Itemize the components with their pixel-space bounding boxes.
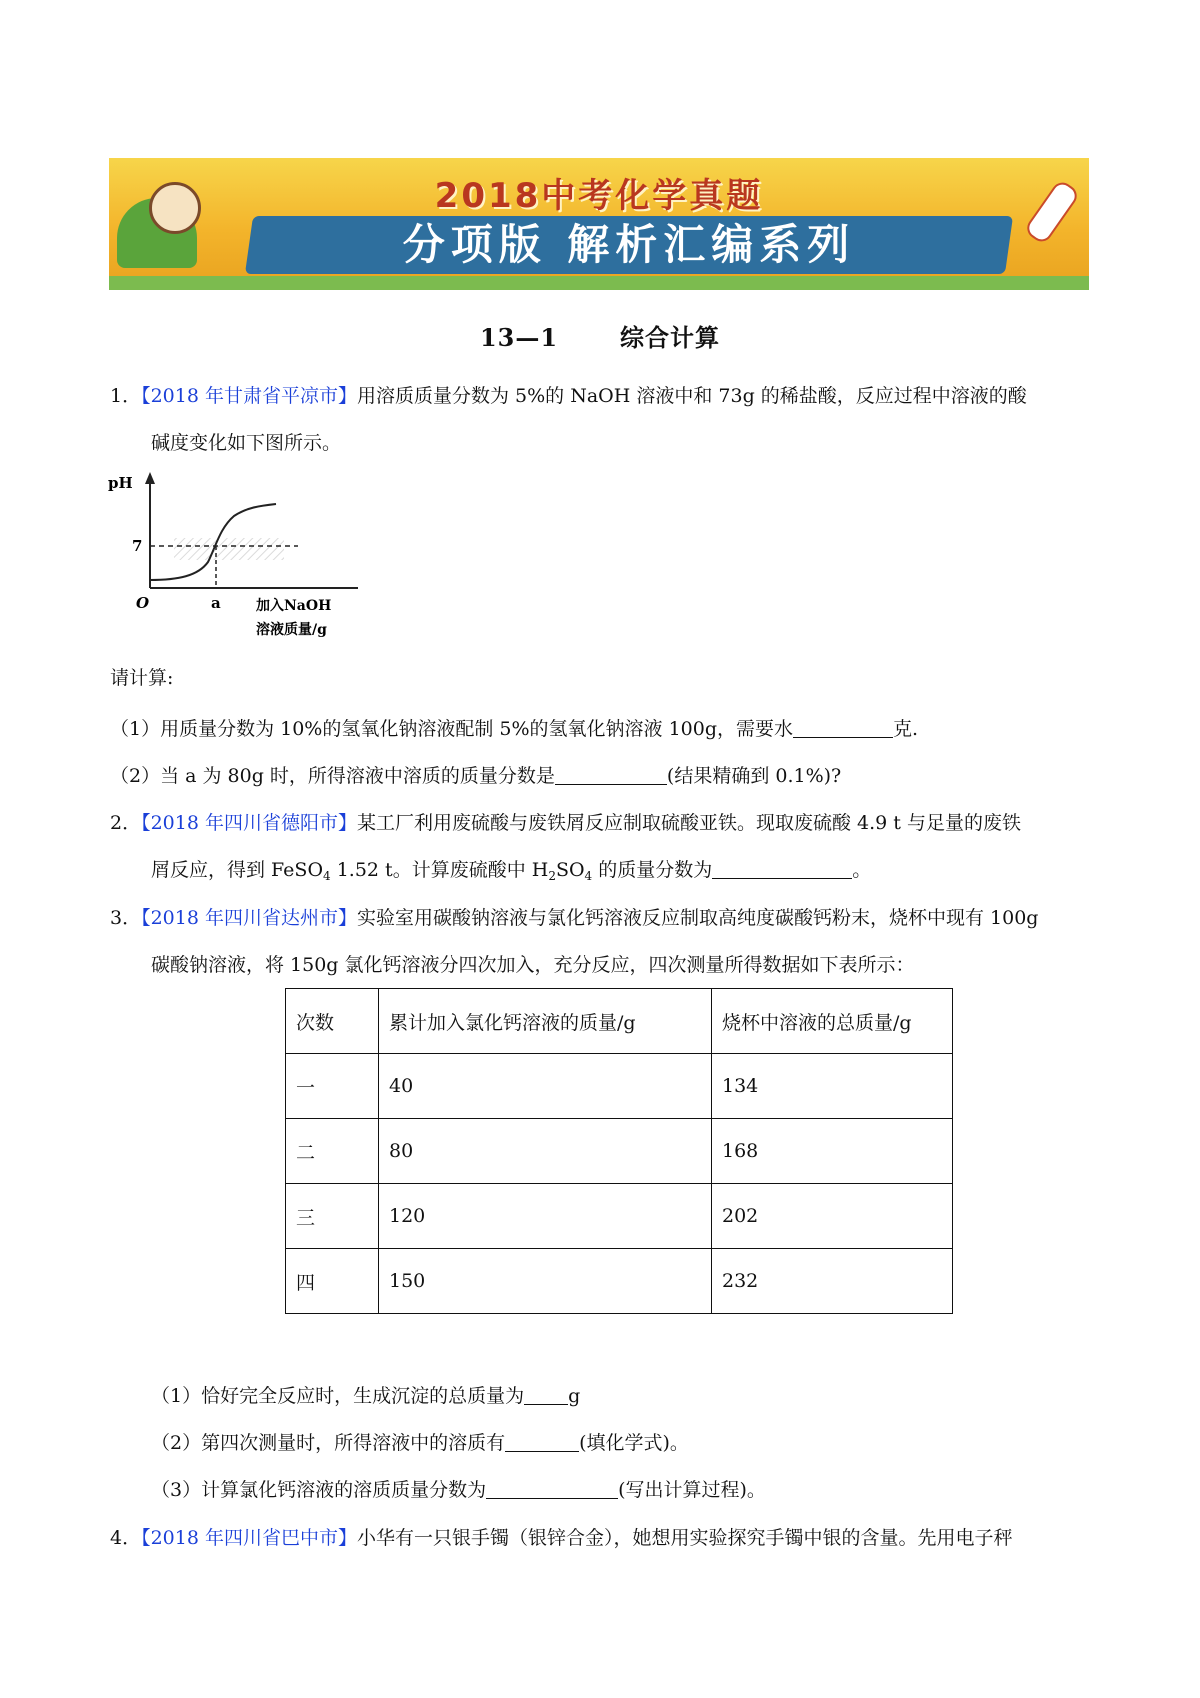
x-axis-label-2: 溶液质量/g [256,622,327,638]
q3-sub2-text: （2）第四次测量时，所得溶液中的溶质有 [151,1432,506,1454]
q3-sub3-text: （3）计算氯化钙溶液的溶质质量分数为 [151,1479,487,1501]
q1-sub2 [110,764,841,788]
q2-text-b2: 1.52 t。计算废硫酸中 H [330,859,549,881]
q2-text-b3: SO [555,859,585,881]
q1-text-a: 用溶质质量分数为 5%的 NaOH 溶液中和 73g 的稀盐酸，反应过程中溶液的酸 [357,385,1027,407]
table-header-cell: 烧杯中溶液的总质量/g [712,989,953,1054]
banner-title-line2-box [245,216,1013,274]
q2-line1 [110,811,1021,835]
q3-line2: 碳酸钠溶液，将 150g 氯化钙溶液分四次加入，充分反应，四次测量所得数据如下表所示： [151,954,915,976]
table-cell: 40 [379,1054,712,1119]
q2-text-b5: 。 [852,859,872,881]
q2-sub-4b: 4 [584,869,593,883]
origin-label: O [136,594,150,612]
q3-sub3-note: (写出计算过程)。 [618,1479,766,1501]
banner-title-line1: 2018中考化学真题 [434,176,764,216]
q2-text-b4: 的质量分数为 [592,859,713,881]
table-cell: 80 [379,1119,712,1184]
q1-sub1-unit: 克. [893,718,919,740]
section-title [0,318,1200,353]
table-row [286,1119,953,1184]
q1-sub2-text: （2）当 a 为 80g 时，所得溶液中溶质的质量分数是 [110,765,555,787]
table-row [286,1054,953,1119]
q1-number: 1． [110,385,142,407]
table-row [286,1184,953,1249]
table-header-cell: 累计加入氯化钙溶液的质量/g [379,989,712,1054]
q2-number: 2． [110,812,142,834]
q3-source: 【2018 年四川省达州市】 [141,907,357,929]
q1-sub1-blank[interactable] [793,719,893,738]
q1-sub1-text: （1）用质量分数为 10%的氢氧化钠溶液配制 5%的氢氧化钠溶液 100g，需要水 [110,718,794,740]
header-banner [109,158,1089,290]
table-cell: 四 [286,1249,379,1314]
q2-blank[interactable] [712,860,852,879]
q3-sub1-text: （1）恰好完全反应时，生成沉淀的总质量为 [151,1385,525,1407]
table-cell: 168 [712,1119,953,1184]
section-name: 综合计算 [620,323,721,352]
x-tick-a: a [211,594,221,612]
table-row [286,1249,953,1314]
q3-line1 [110,906,1038,930]
q4-line1 [110,1526,1013,1550]
q3-sub1 [151,1384,580,1408]
q3-sub1-blank[interactable] [524,1386,568,1405]
q2-line2 [151,858,871,882]
y-axis-label: pH [108,474,133,492]
q4-text-a: 小华有一只银手镯（银锌合金），她想用实验探究手镯中银的含量。先用电子秤 [357,1527,1013,1549]
section-number: 13—1 [479,323,559,352]
watermark-hatch [174,538,284,560]
table-header-cell: 次数 [286,989,379,1054]
q3-sub2-blank[interactable] [505,1433,579,1452]
q1-line1 [110,384,1027,408]
q4-number: 4． [110,1527,142,1549]
q1-source: 【2018 年甘肃省平凉市】 [141,385,357,407]
table-header-row [286,989,953,1054]
banner-title-line2: 分项版 解析汇编系列 [402,220,856,269]
table-cell: 二 [286,1119,379,1184]
q4-source: 【2018 年四川省巴中市】 [141,1527,357,1549]
q2-sub-4a: 4 [323,869,331,883]
q3-sub3-blank[interactable] [486,1480,618,1499]
table-cell: 232 [712,1249,953,1314]
q3-number: 3． [110,907,142,929]
table-cell: 202 [712,1184,953,1249]
q2-text-a: 某工厂利用废硫酸与废铁屑反应制取硫酸亚铁。现取废硫酸 4.9 t 与足量的废铁 [357,812,1021,834]
table-cell: 三 [286,1184,379,1249]
q2-source: 【2018 年四川省德阳市】 [141,812,357,834]
q1-sub1 [110,717,918,741]
q1-line2: 碱度变化如下图所示。 [151,432,342,454]
q3-text-a: 实验室用碳酸钠溶液与氯化钙溶液反应制取高纯度碳酸钙粉末，烧杯中现有 100g [357,907,1039,929]
q3-sub1-unit: g [568,1385,581,1407]
data-table [285,988,953,1314]
q3-sub2-note: (填化学式)。 [579,1432,689,1454]
table-cell: 一 [286,1054,379,1119]
q1-sub2-blank[interactable] [555,766,667,785]
ph-curve-graph [108,470,408,650]
table-cell: 120 [379,1184,712,1249]
q3-sub3 [151,1478,766,1502]
table-cell: 150 [379,1249,712,1314]
x-axis-label-1: 加入NaOH [256,598,332,614]
y-axis-arrow-icon [145,472,155,484]
q1-prompt: 请计算: [110,667,174,689]
banner-ground [109,276,1089,290]
q3-sub2 [151,1431,689,1455]
q2-text-b1: 屑反应，得到 FeSO [151,859,324,881]
y-tick-7: 7 [132,537,143,555]
table-cell: 134 [712,1054,953,1119]
q1-sub2-note: (结果精确到 0.1%)? [666,765,842,787]
q2-sub-2: 2 [548,869,556,883]
